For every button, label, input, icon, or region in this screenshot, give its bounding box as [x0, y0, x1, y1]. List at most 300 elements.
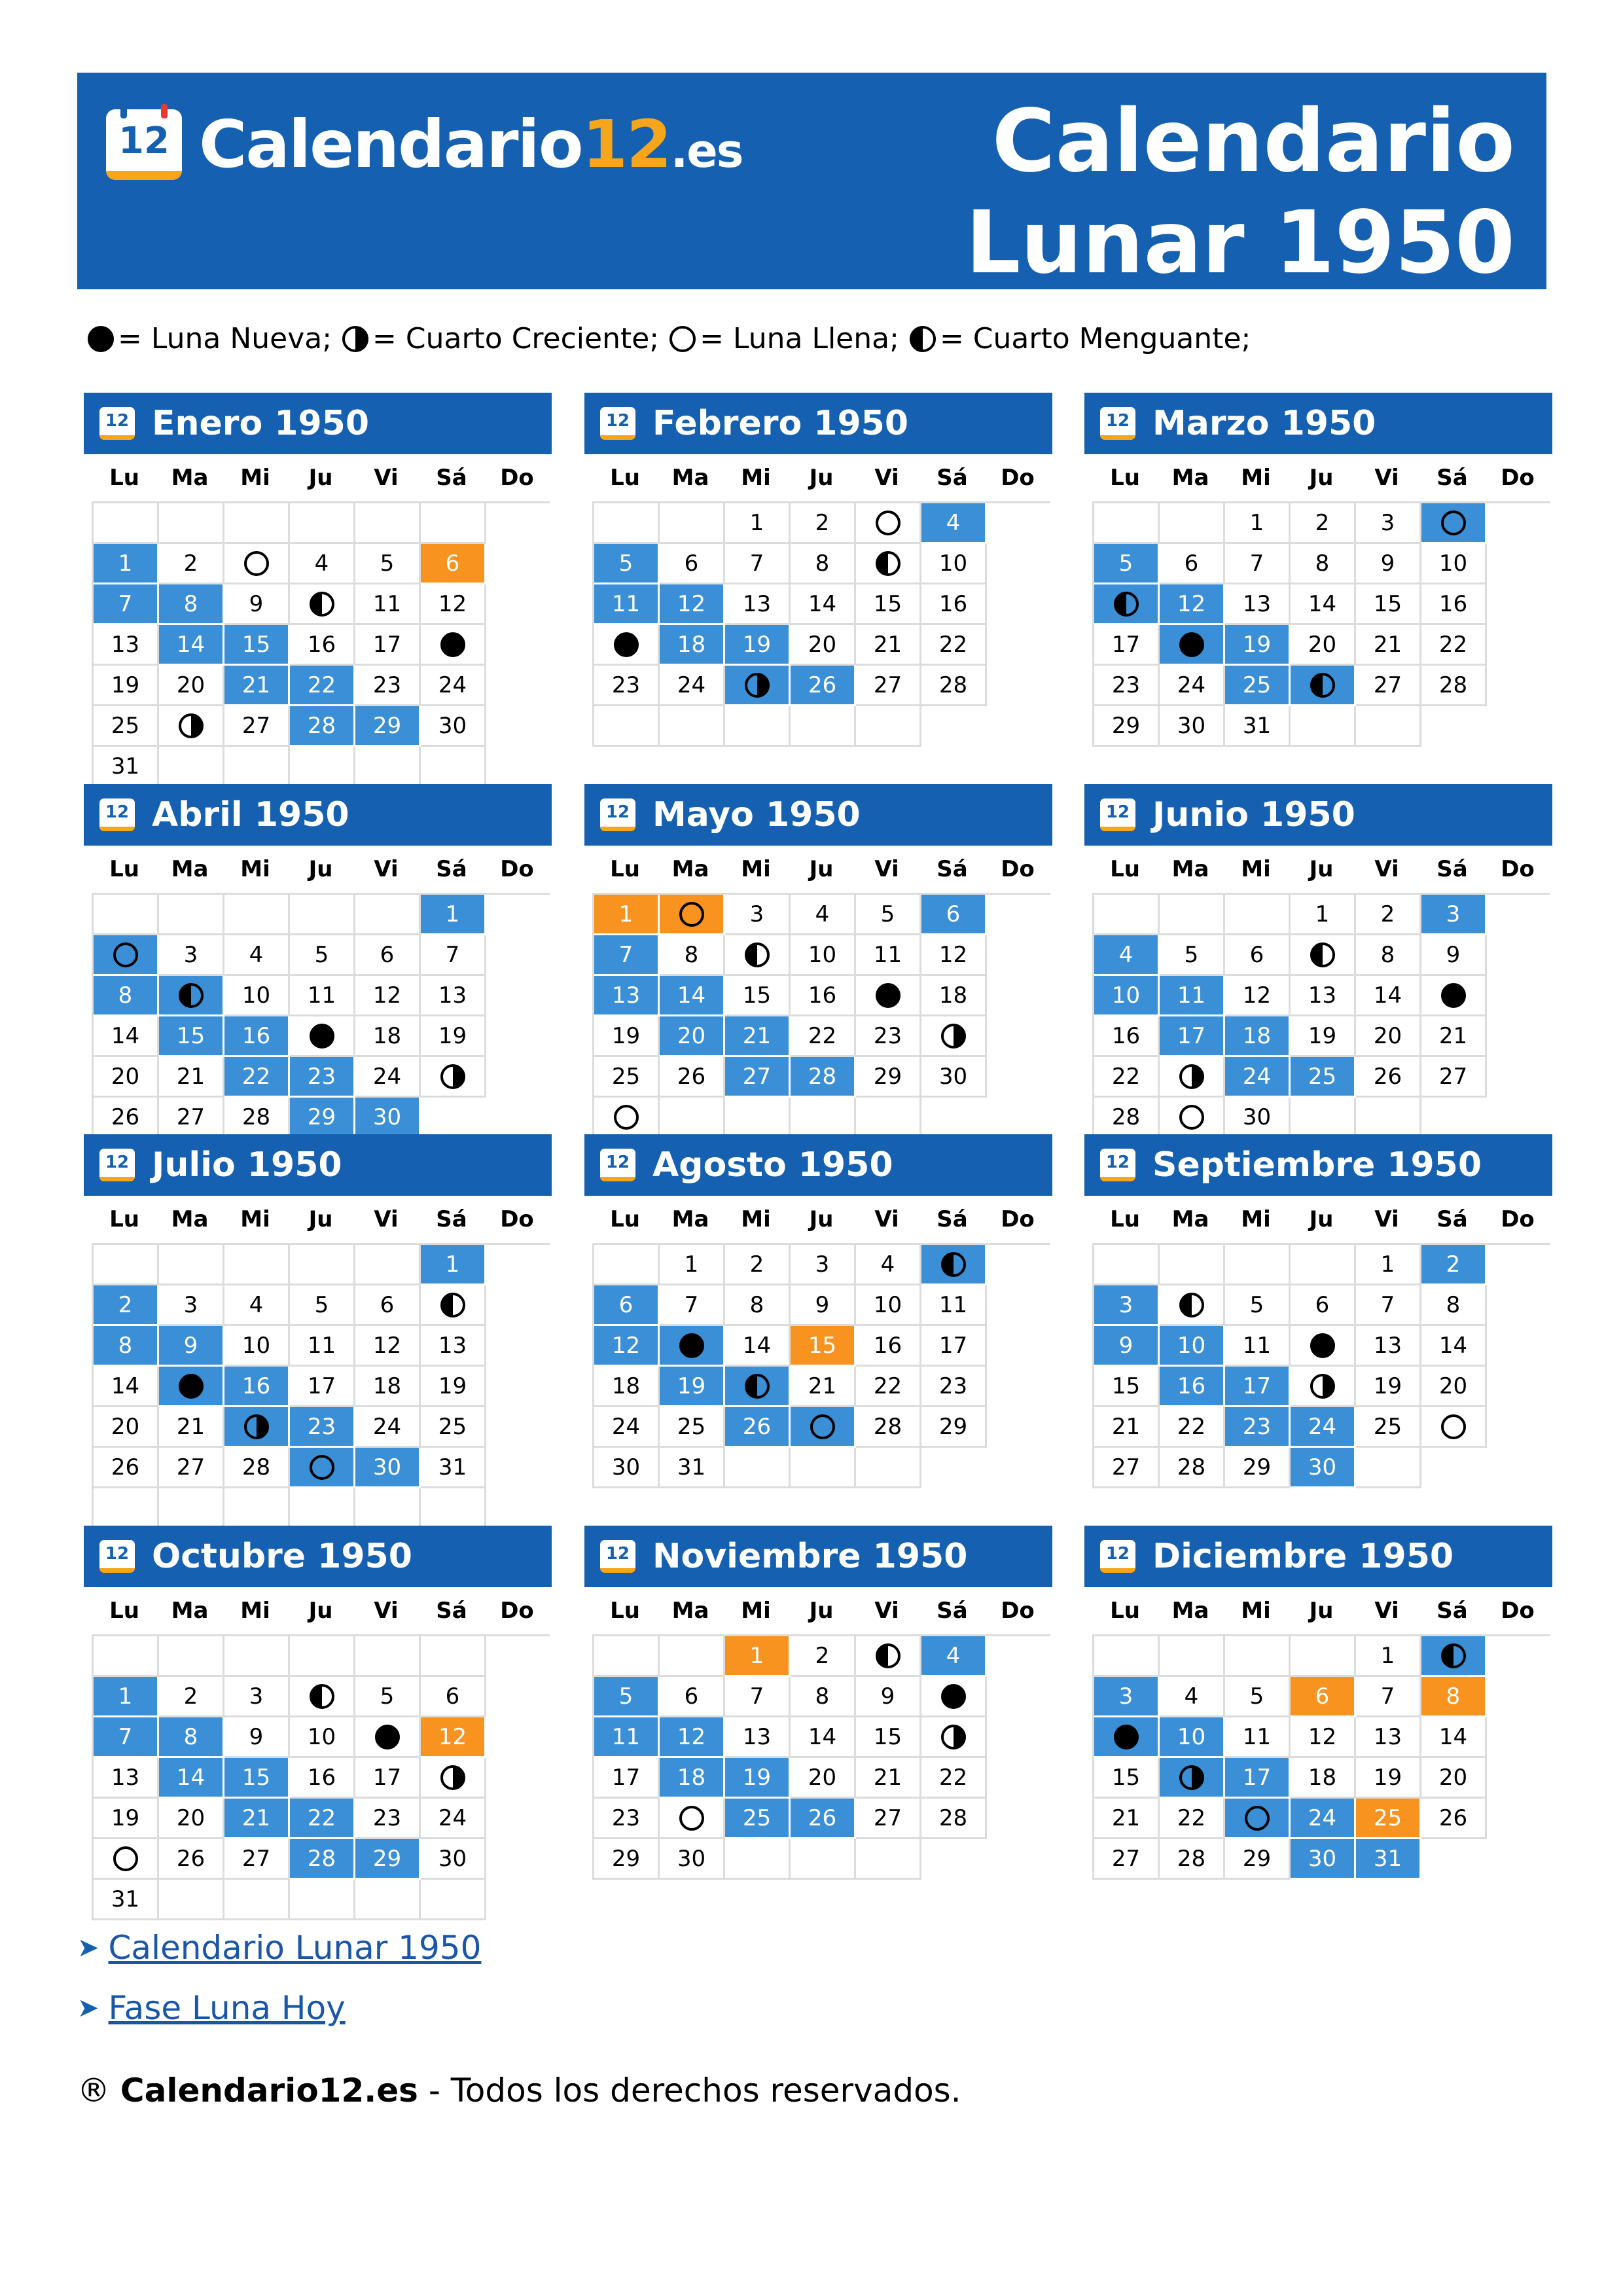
link-calendario-lunar[interactable]: Calendario Lunar 1950	[108, 1929, 482, 1967]
weekday-label: Ma	[1171, 465, 1209, 491]
day-cell: 30	[355, 1448, 421, 1488]
day-cell: 27	[159, 1098, 224, 1138]
day-cell: 11	[355, 584, 421, 625]
day-cell: 8	[1291, 544, 1356, 584]
weekday-label: Do	[500, 465, 534, 491]
day-cell: 31	[660, 1448, 725, 1488]
weekday-label: Do	[1501, 1598, 1535, 1624]
day-cell: 25	[660, 1407, 725, 1448]
empty-cell	[224, 1245, 290, 1285]
day-cell: 29	[594, 1839, 660, 1880]
day-cell: 27	[224, 1839, 290, 1880]
month-calendar	[1084, 1134, 1552, 1488]
day-cell: 12	[421, 1717, 486, 1758]
day-cell: 31	[1225, 706, 1291, 747]
day-grid	[92, 1634, 550, 1920]
moon-lq-icon	[440, 1293, 465, 1318]
legend-label: = Luna Llena;	[700, 322, 899, 355]
day-cell: 29	[355, 706, 421, 747]
moon-new-icon	[941, 1684, 966, 1709]
day-cell: 10	[856, 1285, 921, 1326]
day-cell: 19	[594, 1016, 660, 1057]
day-cell: 3	[1356, 503, 1421, 544]
day-cell: 8	[1356, 935, 1421, 976]
weekday-label: Sá	[1436, 1598, 1468, 1624]
calendar-icon	[99, 407, 135, 440]
day-cell: 2	[1291, 503, 1356, 544]
day-cell: 19	[1356, 1758, 1421, 1799]
month-title: Julio 1950	[152, 1145, 342, 1185]
day-cell: 8	[725, 1285, 791, 1326]
weekday-label: Vi	[874, 1598, 899, 1624]
moon-new-icon	[440, 632, 465, 657]
month-title: Noviembre 1950	[652, 1537, 968, 1576]
day-cell: 11	[290, 1326, 355, 1367]
day-cell: 28	[1094, 1098, 1160, 1138]
day-cell	[856, 976, 921, 1016]
day-cell: 30	[660, 1839, 725, 1880]
day-cell: 19	[725, 1758, 791, 1799]
link-fase-luna-hoy[interactable]: Fase Luna Hoy	[108, 1989, 346, 2027]
empty-cell	[355, 1488, 421, 1529]
moon-lq-icon	[745, 942, 770, 967]
day-cell: 20	[791, 1758, 856, 1799]
day-cell: 17	[290, 1367, 355, 1407]
day-cell: 15	[1094, 1758, 1160, 1799]
calendar-icon-number: 12	[1105, 802, 1130, 822]
empty-cell	[94, 895, 159, 935]
day-cell: 18	[1225, 1016, 1291, 1057]
day-cell: 30	[1225, 1098, 1291, 1138]
weekday-label: Lu	[610, 1206, 640, 1232]
day-cell: 11	[921, 1285, 987, 1326]
day-cell: 13	[1356, 1717, 1421, 1758]
weekday-label: Mi	[741, 1206, 771, 1232]
day-cell: 4	[791, 895, 856, 935]
empty-cell	[791, 1098, 856, 1138]
empty-cell	[725, 1839, 791, 1880]
day-cell	[1160, 1098, 1225, 1138]
day-cell: 26	[791, 1799, 856, 1839]
weekday-label: Do	[1501, 1206, 1535, 1232]
weekday-header	[84, 1196, 552, 1243]
calendar-icon	[99, 1149, 135, 1181]
day-cell: 25	[594, 1057, 660, 1098]
day-cell: 13	[94, 1758, 159, 1799]
weekday-label: Ma	[671, 856, 709, 882]
day-cell: 20	[94, 1407, 159, 1448]
day-cell: 1	[94, 544, 159, 584]
weekday-label: Ju	[308, 465, 333, 491]
day-cell	[1291, 935, 1356, 976]
day-cell: 8	[94, 976, 159, 1016]
day-cell: 6	[421, 1677, 486, 1717]
day-cell: 23	[355, 666, 421, 706]
day-cell: 23	[1225, 1407, 1291, 1448]
day-cell: 14	[725, 1326, 791, 1367]
day-grid	[592, 893, 1050, 1138]
moon-new-icon	[614, 632, 639, 657]
day-cell: 22	[1421, 625, 1487, 666]
day-cell	[660, 1326, 725, 1367]
day-cell: 14	[791, 584, 856, 625]
day-cell: 20	[159, 666, 224, 706]
day-cell	[421, 625, 486, 666]
day-cell: 14	[94, 1367, 159, 1407]
empty-cell	[224, 1880, 290, 1920]
empty-cell	[94, 503, 159, 544]
day-cell: 10	[1160, 1326, 1225, 1367]
day-cell: 7	[660, 1285, 725, 1326]
empty-cell	[1225, 1636, 1291, 1677]
day-cell: 22	[856, 1367, 921, 1407]
day-cell: 29	[921, 1407, 987, 1448]
weekday-label: Vi	[874, 856, 899, 882]
empty-cell	[1094, 1245, 1160, 1285]
weekday-label: Ju	[809, 1206, 834, 1232]
moon-lq-icon	[1179, 1293, 1204, 1318]
day-cell: 1	[1356, 1636, 1421, 1677]
day-cell: 4	[224, 1285, 290, 1326]
day-cell: 27	[856, 666, 921, 706]
day-cell: 17	[594, 1758, 660, 1799]
day-cell: 20	[159, 1799, 224, 1839]
day-cell: 13	[1225, 584, 1291, 625]
day-cell: 8	[791, 544, 856, 584]
moon-fq-icon	[1310, 1374, 1335, 1399]
day-cell: 1	[421, 895, 486, 935]
day-cell: 6	[1291, 1285, 1356, 1326]
day-cell: 22	[224, 1057, 290, 1098]
calendar-icon	[1100, 1540, 1135, 1573]
calendar-icon	[600, 798, 635, 831]
day-cell: 27	[1094, 1448, 1160, 1488]
day-cell: 30	[355, 1098, 421, 1138]
calendar-icon-number: 12	[605, 802, 630, 822]
day-cell: 13	[725, 584, 791, 625]
day-cell: 29	[290, 1098, 355, 1138]
weekday-label: Sá	[1436, 465, 1468, 491]
empty-cell	[421, 503, 486, 544]
day-cell: 30	[421, 1839, 486, 1880]
day-cell	[660, 1799, 725, 1839]
weekday-label: Mi	[1241, 465, 1271, 491]
day-cell	[856, 544, 921, 584]
weekday-label: Do	[1501, 465, 1535, 491]
day-cell: 10	[1160, 1717, 1225, 1758]
day-cell: 22	[791, 1016, 856, 1057]
weekday-label: Vi	[874, 465, 899, 491]
day-cell: 19	[1356, 1367, 1421, 1407]
moon-full-icon	[614, 1105, 639, 1130]
page-header	[77, 73, 1546, 293]
day-grid	[592, 1634, 1050, 1880]
weekday-label: Ju	[308, 856, 333, 882]
day-cell	[856, 1636, 921, 1677]
month-calendar	[584, 1134, 1052, 1488]
day-cell: 27	[1094, 1839, 1160, 1880]
day-cell: 22	[921, 1758, 987, 1799]
empty-cell	[1291, 706, 1356, 747]
empty-cell	[1356, 706, 1421, 747]
weekday-label: Sá	[436, 465, 467, 491]
day-cell: 4	[921, 1636, 987, 1677]
month-header	[1084, 1526, 1552, 1587]
empty-cell	[1160, 1636, 1225, 1677]
day-cell: 13	[1291, 976, 1356, 1016]
day-cell: 5	[856, 895, 921, 935]
empty-cell	[660, 1098, 725, 1138]
day-cell: 9	[224, 584, 290, 625]
month-header	[1084, 784, 1552, 846]
weekday-label: Lu	[109, 465, 139, 491]
day-cell: 5	[1160, 935, 1225, 976]
day-grid	[592, 1243, 1050, 1488]
day-cell	[725, 666, 791, 706]
day-cell: 8	[1421, 1677, 1487, 1717]
day-cell	[594, 625, 660, 666]
day-cell: 21	[1421, 1016, 1487, 1057]
day-cell: 15	[1356, 584, 1421, 625]
empty-cell	[725, 706, 791, 747]
day-cell: 29	[1225, 1448, 1291, 1488]
day-grid	[592, 501, 1050, 747]
day-cell: 6	[594, 1285, 660, 1326]
day-cell: 1	[94, 1677, 159, 1717]
day-grid	[92, 893, 550, 1138]
moon-lq-icon	[310, 1684, 334, 1709]
day-cell	[1421, 503, 1487, 544]
day-cell: 10	[1094, 976, 1160, 1016]
moon-fq-icon	[440, 1064, 465, 1089]
weekday-label: Vi	[374, 1598, 399, 1624]
day-cell	[1094, 584, 1160, 625]
day-cell: 10	[224, 1326, 290, 1367]
day-cell: 15	[224, 625, 290, 666]
day-cell: 5	[355, 1677, 421, 1717]
empty-cell	[159, 895, 224, 935]
weekday-label: Ju	[1309, 1206, 1334, 1232]
day-cell: 11	[290, 976, 355, 1016]
moon-new-icon	[375, 1725, 400, 1749]
legend-label: = Luna Nueva;	[118, 322, 332, 355]
moon-fq-icon	[1179, 1765, 1204, 1790]
day-cell	[1421, 1407, 1487, 1448]
day-cell: 27	[1421, 1057, 1487, 1098]
day-cell	[421, 1285, 486, 1326]
day-cell: 22	[1094, 1057, 1160, 1098]
day-cell: 20	[660, 1016, 725, 1057]
day-cell: 14	[94, 1016, 159, 1057]
link-row	[77, 1978, 481, 2038]
footer-brand: Calendario12.es	[120, 2072, 418, 2109]
day-cell: 18	[660, 1758, 725, 1799]
page-title-line2: Lunar 1950	[965, 192, 1515, 293]
day-cell	[159, 706, 224, 747]
day-cell: 15	[1094, 1367, 1160, 1407]
day-cell: 12	[660, 1717, 725, 1758]
day-cell: 22	[1160, 1407, 1225, 1448]
day-cell: 7	[1356, 1677, 1421, 1717]
empty-cell	[94, 1488, 159, 1529]
day-cell: 15	[725, 976, 791, 1016]
moon-lq-icon	[1310, 673, 1335, 698]
weekday-header	[1084, 1196, 1552, 1243]
day-cell: 21	[159, 1057, 224, 1098]
calendar-icon	[1100, 407, 1135, 440]
day-cell: 12	[1291, 1717, 1356, 1758]
weekday-label: Do	[1001, 1598, 1035, 1624]
day-cell: 9	[1421, 935, 1487, 976]
day-cell: 9	[791, 1285, 856, 1326]
day-cell	[1421, 976, 1487, 1016]
day-cell: 27	[1356, 666, 1421, 706]
day-cell: 17	[1225, 1367, 1291, 1407]
day-cell: 25	[1356, 1407, 1421, 1448]
empty-cell	[421, 1636, 486, 1677]
weekday-label: Do	[1501, 856, 1535, 882]
empty-cell	[159, 503, 224, 544]
site-logo[interactable]	[106, 106, 743, 183]
link-row	[77, 1918, 481, 1978]
logo-name-accent: 12	[582, 106, 671, 183]
moon-full-icon	[310, 1455, 334, 1480]
day-cell: 20	[1291, 625, 1356, 666]
month-header	[584, 1526, 1052, 1587]
month-calendar	[84, 784, 552, 1138]
weekday-label: Mi	[240, 465, 270, 491]
day-cell: 2	[1421, 1245, 1487, 1285]
day-cell: 12	[660, 584, 725, 625]
day-cell: 16	[290, 625, 355, 666]
moon-full-icon	[1179, 1105, 1204, 1130]
day-cell	[791, 1407, 856, 1448]
day-cell: 23	[594, 666, 660, 706]
day-cell: 21	[1094, 1407, 1160, 1448]
empty-cell	[290, 1636, 355, 1677]
day-cell	[594, 1098, 660, 1138]
day-cell: 30	[921, 1057, 987, 1098]
day-cell: 12	[355, 976, 421, 1016]
day-cell: 22	[1160, 1799, 1225, 1839]
empty-cell	[224, 503, 290, 544]
day-cell: 26	[94, 1448, 159, 1488]
month-header	[1084, 1134, 1552, 1196]
logo-wordmark	[199, 106, 743, 183]
day-cell: 30	[421, 706, 486, 747]
calendar-icon-number: 12	[605, 1544, 630, 1564]
moon-full-icon	[669, 326, 696, 352]
moon-phase-legend	[84, 322, 1257, 355]
moon-lq-icon	[745, 1374, 770, 1399]
month-header	[1084, 393, 1552, 454]
day-cell	[856, 503, 921, 544]
month-header	[584, 1134, 1052, 1196]
day-cell: 19	[1291, 1016, 1356, 1057]
weekday-header	[1084, 1587, 1552, 1634]
day-cell: 30	[1291, 1448, 1356, 1488]
weekday-label: Ju	[308, 1206, 333, 1232]
day-cell	[921, 1717, 987, 1758]
moon-lq-icon	[179, 983, 204, 1008]
weekday-label: Ju	[809, 856, 834, 882]
day-cell: 6	[355, 935, 421, 976]
day-cell: 21	[224, 1799, 290, 1839]
weekday-header	[584, 454, 1052, 501]
day-cell: 5	[594, 1677, 660, 1717]
weekday-label: Mi	[741, 856, 771, 882]
moon-new-icon	[1179, 632, 1204, 657]
weekday-label: Mi	[1241, 856, 1271, 882]
weekday-header	[84, 1587, 552, 1634]
day-cell: 3	[1421, 895, 1487, 935]
day-cell	[921, 1016, 987, 1057]
weekday-label: Ma	[171, 856, 209, 882]
day-cell: 3	[791, 1245, 856, 1285]
weekday-label: Ju	[308, 1598, 333, 1624]
day-cell: 28	[921, 1799, 987, 1839]
day-cell	[290, 1448, 355, 1488]
day-cell: 8	[159, 1717, 224, 1758]
day-cell: 29	[1094, 706, 1160, 747]
day-cell: 7	[421, 935, 486, 976]
empty-cell	[421, 747, 486, 787]
calendar-icon-number: 12	[105, 411, 130, 431]
day-cell: 3	[1094, 1677, 1160, 1717]
weekday-label: Ma	[671, 465, 709, 491]
day-cell: 6	[660, 544, 725, 584]
empty-cell	[594, 706, 660, 747]
day-cell: 30	[1160, 706, 1225, 747]
calendar-icon-number: 12	[105, 1153, 130, 1172]
day-cell: 5	[1094, 544, 1160, 584]
day-cell: 18	[660, 625, 725, 666]
day-cell: 10	[791, 935, 856, 976]
empty-cell	[856, 706, 921, 747]
calendar-icon	[106, 109, 182, 180]
weekday-label: Ma	[1171, 856, 1209, 882]
day-cell: 17	[1160, 1016, 1225, 1057]
day-grid	[1092, 1634, 1550, 1880]
month-title: Agosto 1950	[652, 1145, 893, 1185]
weekday-label: Mi	[1241, 1598, 1271, 1624]
day-cell: 4	[224, 935, 290, 976]
weekday-label: Ma	[1171, 1206, 1209, 1232]
empty-cell	[355, 1636, 421, 1677]
day-cell: 23	[355, 1799, 421, 1839]
empty-cell	[1356, 1098, 1421, 1138]
empty-cell	[224, 1636, 290, 1677]
day-cell: 9	[1094, 1326, 1160, 1367]
day-cell: 16	[1160, 1367, 1225, 1407]
day-cell: 5	[355, 544, 421, 584]
day-cell: 6	[921, 895, 987, 935]
day-cell: 2	[725, 1245, 791, 1285]
empty-cell	[1225, 1245, 1291, 1285]
day-cell: 8	[159, 584, 224, 625]
links-section	[77, 1918, 481, 2038]
calendar-icon-number: 12	[105, 1544, 130, 1564]
day-cell	[224, 544, 290, 584]
day-cell: 18	[355, 1016, 421, 1057]
calendar-icon-number: 12	[1105, 411, 1130, 431]
day-cell: 12	[1225, 976, 1291, 1016]
calendar-icon	[600, 1540, 635, 1573]
day-cell: 6	[1291, 1677, 1356, 1717]
day-cell: 12	[1160, 584, 1225, 625]
day-cell: 2	[159, 544, 224, 584]
day-cell: 24	[355, 1057, 421, 1098]
